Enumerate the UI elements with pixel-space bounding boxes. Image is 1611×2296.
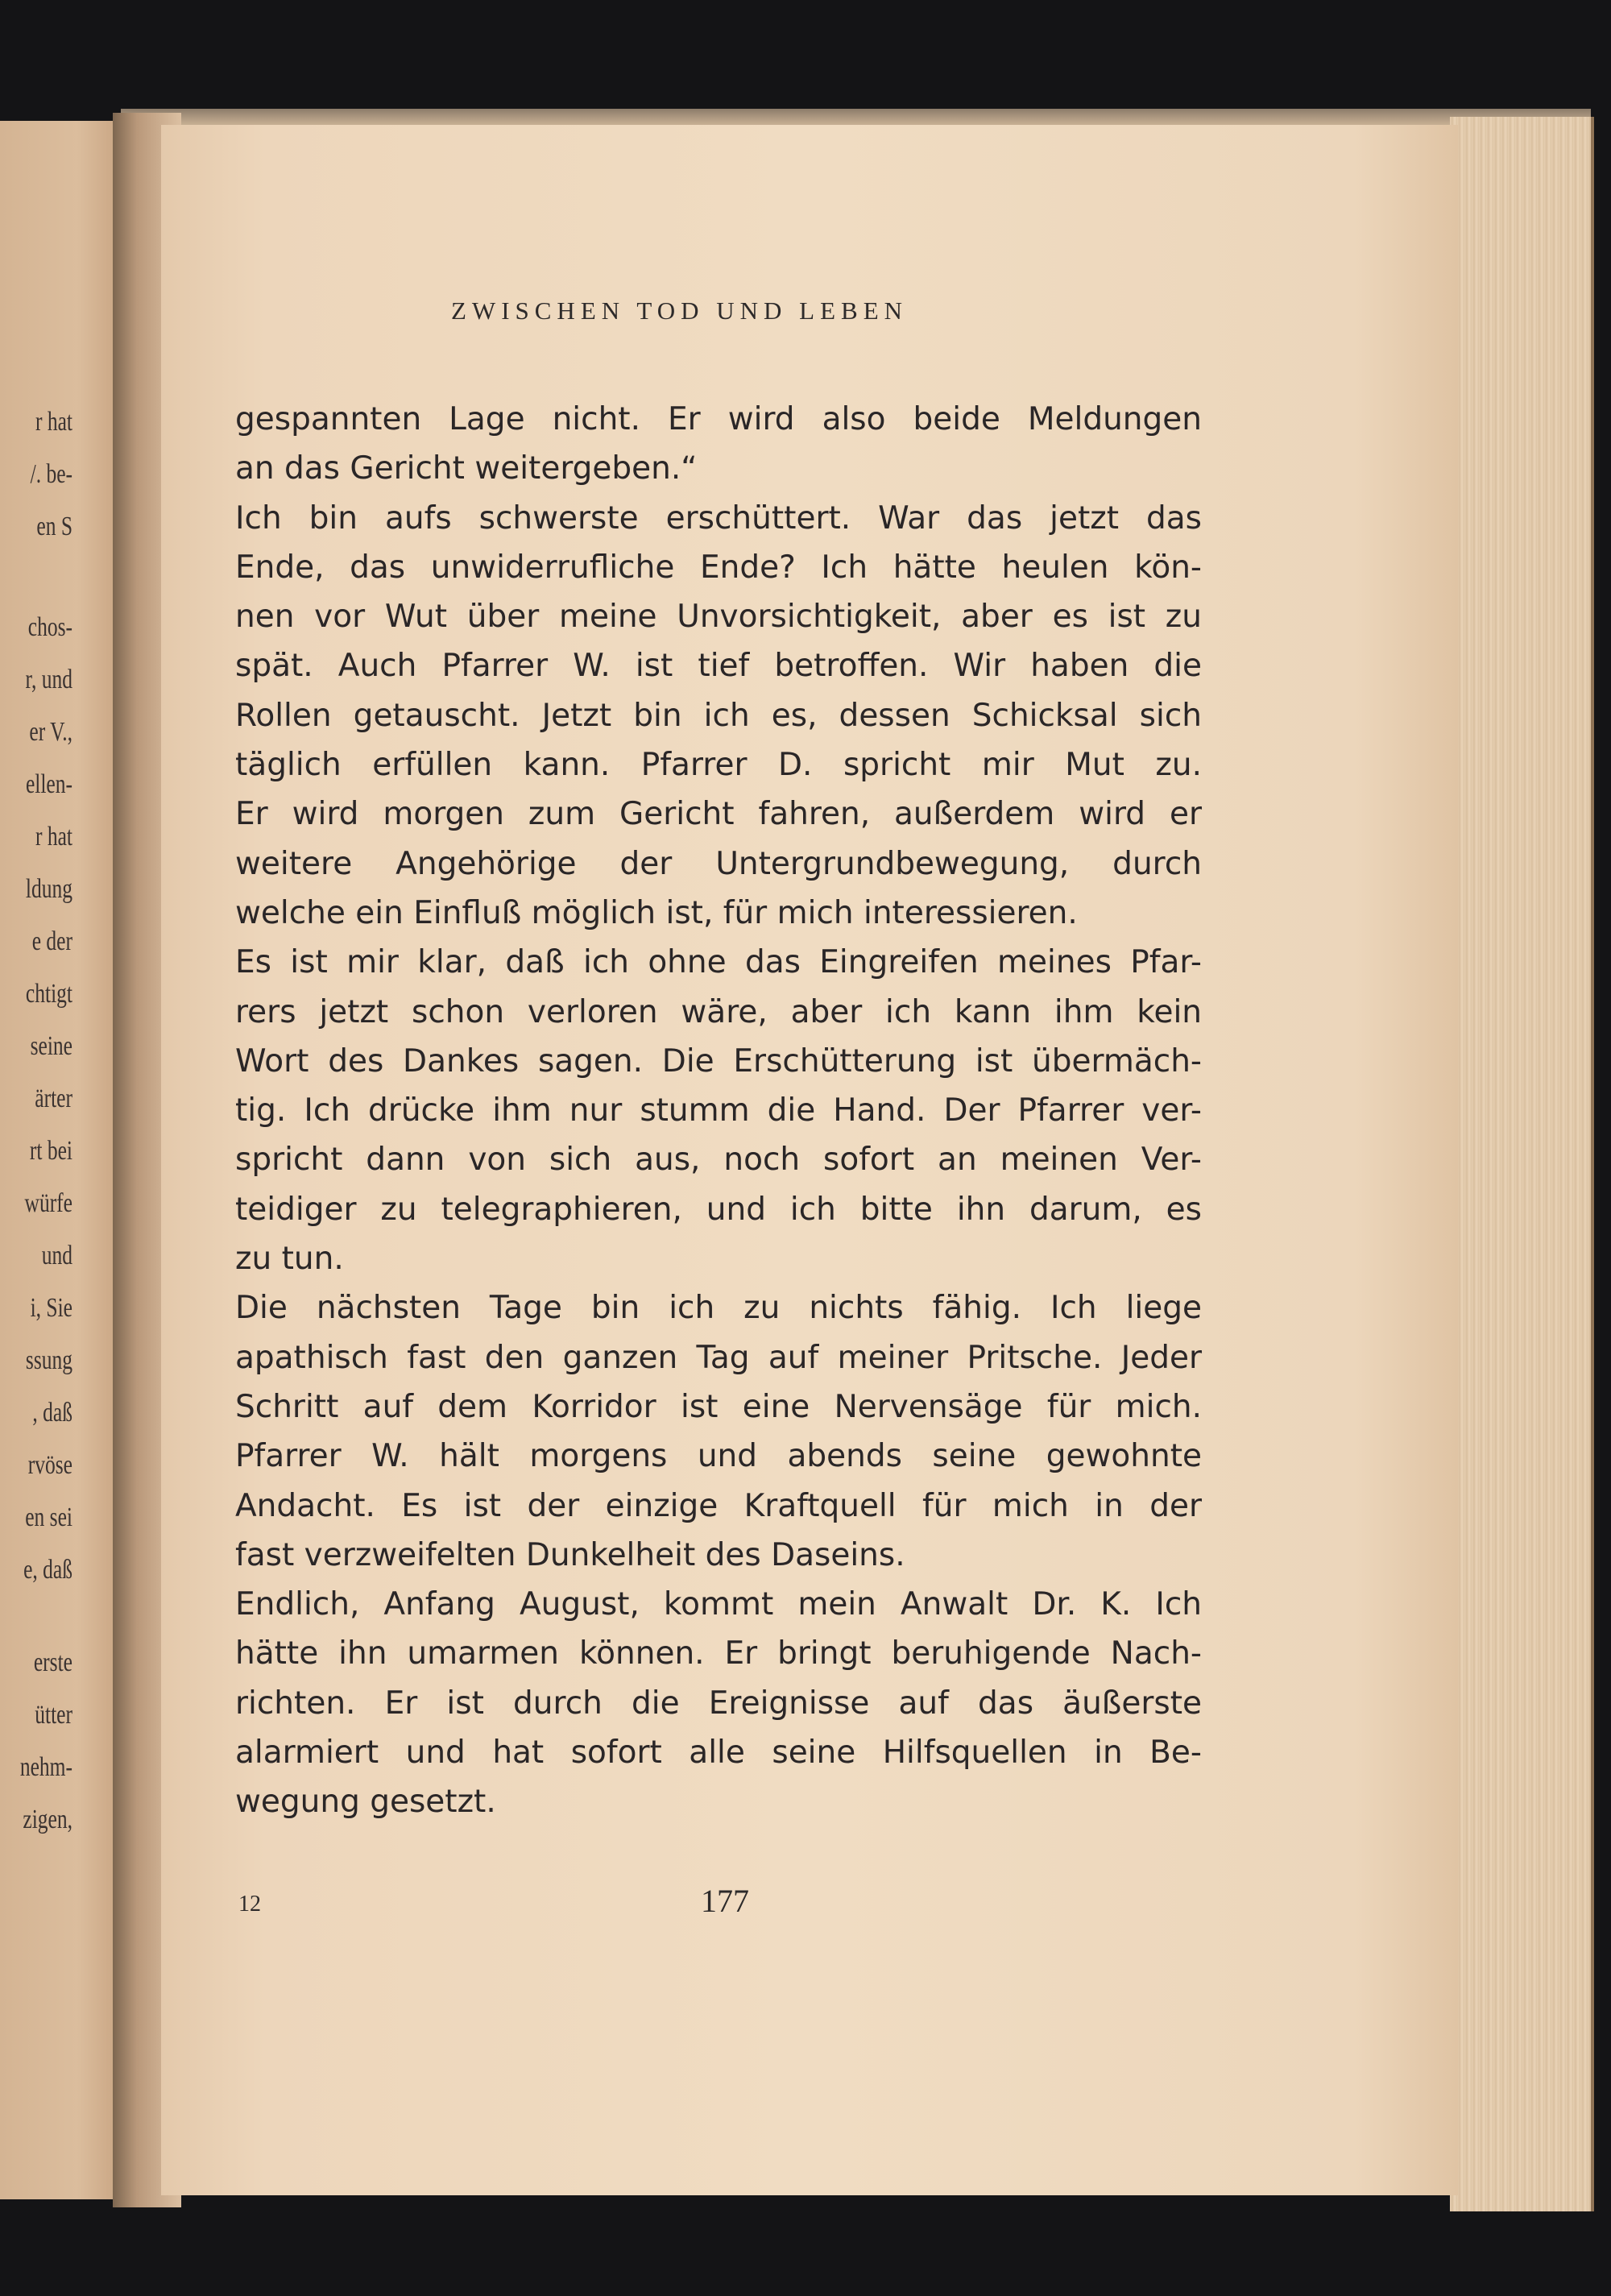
left-page-fragment: r hat	[35, 407, 72, 437]
text-line: gespannten Lage nicht. Er wird also beide Meldungen	[235, 401, 1202, 437]
left-page-fragment: er V.,	[29, 717, 72, 747]
left-page-fragment: /. be-	[30, 459, 72, 489]
text-line: Er wird morgen zum Gericht fahren, außerdem wird er	[235, 796, 1202, 833]
left-page-fragment: ldung	[25, 874, 72, 904]
text-line: hätte ihn umarmen können. Er bringt beruhigende Nach-	[235, 1635, 1202, 1672]
text-line: spät. Auch Pfarrer W. ist tief betroffen. Wir haben die	[235, 648, 1202, 685]
left-page-fragment: en sei	[25, 1502, 72, 1532]
text-line: Rollen getauscht. Jetzt bin ich es, dessen Schicksal sich	[235, 697, 1202, 734]
left-page-fragment: rt bei	[29, 1136, 72, 1166]
left-page-fragment: und	[41, 1241, 72, 1270]
left-page-fragment: ütter	[35, 1700, 72, 1730]
text-line: spricht dann von sich aus, noch sofort an meinen Ver-	[235, 1142, 1202, 1179]
left-page-fragment: r, und	[25, 665, 72, 694]
text-line: Wort des Dankes sagen. Die Erschütterung ist übermäch-	[235, 1042, 1202, 1080]
signature-mark: 12	[238, 1892, 261, 1917]
text-line: Ich bin aufs schwerste erschüttert. War das jetzt das	[235, 499, 1202, 537]
left-page-fragment: e, daß	[23, 1555, 72, 1585]
text-line: Pfarrer W. hält morgens und abends seine gewohnte	[235, 1438, 1202, 1475]
text-line: richten. Er ist durch die Ereignisse auf das äußerste	[235, 1685, 1202, 1722]
text-line: nen vor Wut über meine Unvorsichtigkeit, aber es ist zu	[235, 599, 1202, 636]
text-line: Ende, das unwiderrufliche Ende? Ich hätte heulen kön-	[235, 549, 1202, 586]
left-page-fragment: seine	[30, 1031, 72, 1061]
left-page-fragment: erste	[33, 1647, 72, 1677]
text-line: Schritt auf dem Korridor ist eine Nervensäge für mich.	[235, 1388, 1202, 1425]
left-page-fragment: chtigt	[25, 979, 72, 1009]
left-page-fragment: , daß	[32, 1398, 72, 1428]
body-text	[235, 395, 1202, 1827]
left-page-fragment: en S	[36, 512, 72, 541]
running-head: ZWISCHEN TOD UND LEBEN	[451, 296, 909, 325]
text-line: an das Gericht weitergeben.“	[235, 450, 698, 487]
page-edges	[1450, 117, 1594, 2211]
text-line: zu tun.	[235, 1241, 344, 1278]
text-line: welche ein Einfluß möglich ist, für mich interessieren.	[235, 894, 1078, 931]
text-line: fast verzweifelten Dunkelheit des Daseins.	[235, 1536, 905, 1573]
text-line: weitere Angehörige der Untergrundbewegung, durch	[235, 845, 1202, 882]
text-line: Es ist mir klar, daß ich ohne das Eingreifen meines Pfar-	[235, 944, 1202, 981]
page-number: 177	[701, 1883, 749, 1919]
text-line: wegung gesetzt.	[235, 1784, 496, 1821]
text-line: Andacht. Es ist der einzige Kraftquell für mich in der	[235, 1487, 1202, 1524]
left-page-fragment: i, Sie	[30, 1293, 72, 1323]
text-line: täglich erfüllen kann. Pfarrer D. spricht mir Mut zu.	[235, 747, 1202, 784]
left-page	[0, 121, 129, 2199]
left-page-fragment: ellen-	[25, 769, 72, 799]
left-page-fragment: würfe	[24, 1188, 72, 1218]
left-page-fragment: ärter	[35, 1084, 72, 1113]
text-line: tig. Ich drücke ihm nur stumm die Hand. Der Pfarrer ver-	[235, 1092, 1202, 1129]
left-page-fragment: e der	[31, 926, 72, 956]
text-line: rers jetzt schon verloren wäre, aber ich kann ihm kein	[235, 993, 1202, 1030]
left-page-fragment: rvöse	[27, 1450, 72, 1480]
left-page-fragment: r hat	[35, 822, 72, 852]
left-page-fragment: ssung	[25, 1345, 72, 1375]
text-line: apathisch fast den ganzen Tag auf meiner Pritsche. Jeder	[235, 1339, 1202, 1376]
text-line: Endlich, Anfang August, kommt mein Anwalt Dr. K. Ich	[235, 1586, 1202, 1623]
left-page-fragment: chos-	[27, 612, 72, 642]
left-page-fragment: nehm-	[19, 1752, 72, 1782]
text-line: teidiger zu telegraphieren, und ich bitte ihn darum, es	[235, 1191, 1202, 1228]
text-line: Die nächsten Tage bin ich zu nichts fähig. Ich liege	[235, 1290, 1202, 1327]
text-line: alarmiert und hat sofort alle seine Hilfsquellen in Be-	[235, 1734, 1202, 1772]
left-page-fragment: zigen,	[23, 1805, 72, 1834]
